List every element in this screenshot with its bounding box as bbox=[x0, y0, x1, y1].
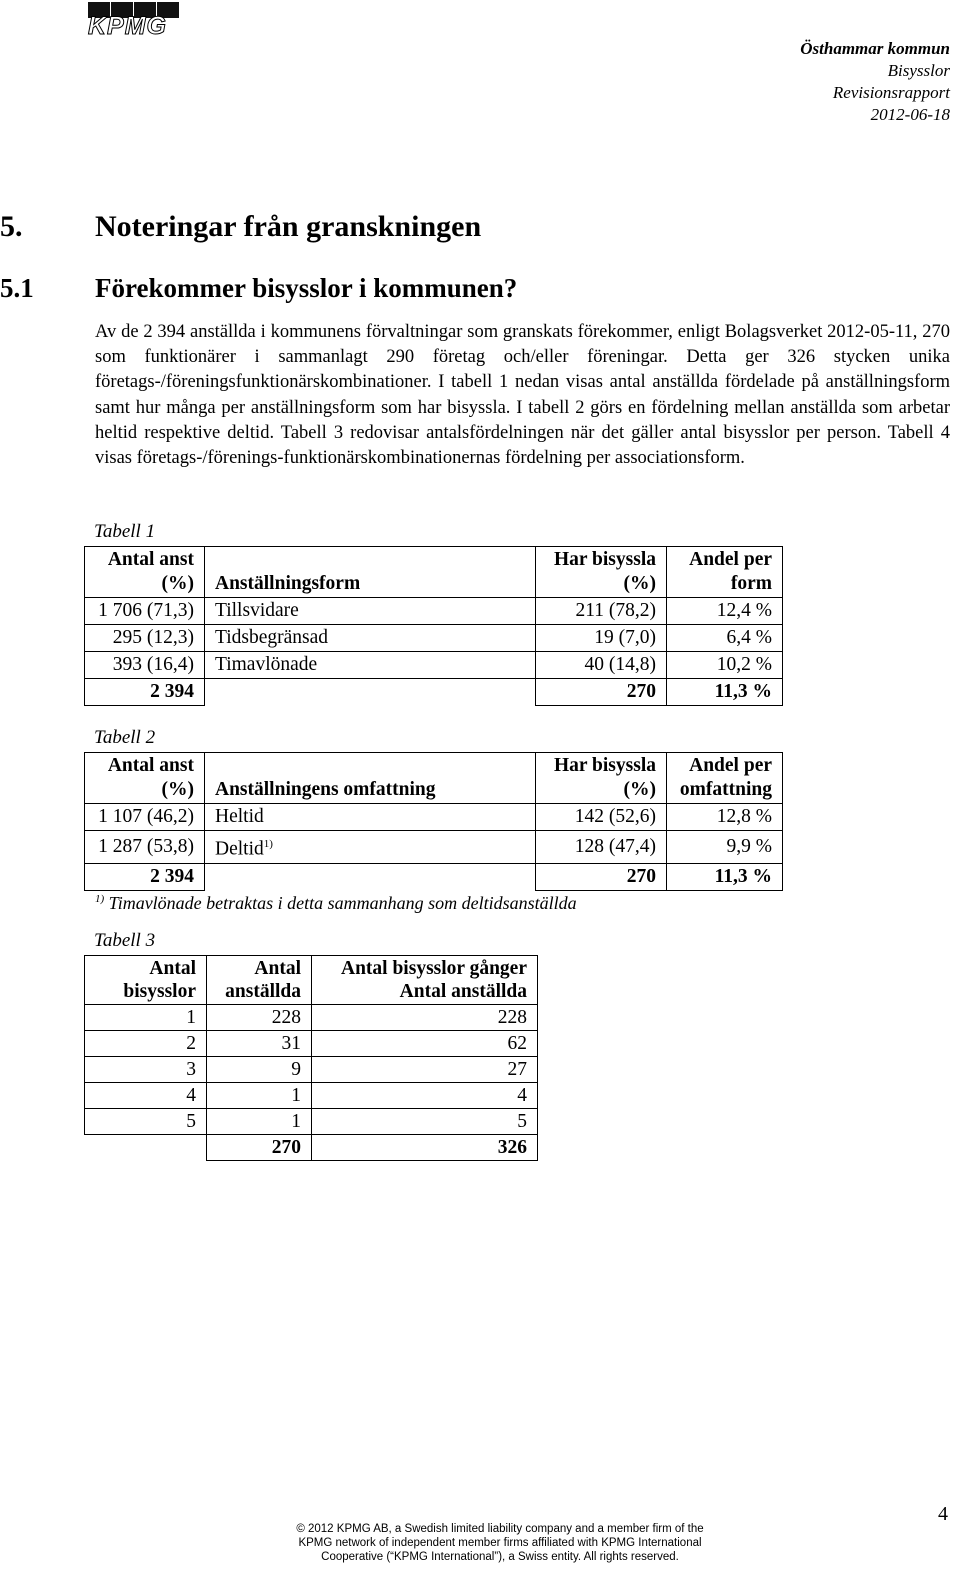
page-number: 4 bbox=[938, 1503, 948, 1525]
total-bisyssla: 270 bbox=[536, 863, 667, 890]
cell-produkt: 4 bbox=[312, 1083, 538, 1109]
header-organization: Östhammar kommun bbox=[800, 39, 950, 58]
empty-cell bbox=[85, 1135, 207, 1161]
cell-anstallda: 1 bbox=[207, 1083, 312, 1109]
header-anstallningsform: Anställningsform bbox=[205, 547, 536, 598]
table-header-row bbox=[85, 753, 783, 804]
table-1-caption: Tabell 1 bbox=[94, 521, 156, 542]
footer-line-1: © 2012 KPMG AB, a Swedish limited liability company and a member firm of the bbox=[296, 1523, 704, 1535]
cell-bisysslor: 3 bbox=[85, 1057, 207, 1083]
cell-antal: 393 (16,4) bbox=[85, 652, 205, 679]
total-antal: 2 394 bbox=[85, 679, 205, 706]
header-antal-anst: Antal anst (%) bbox=[85, 547, 205, 598]
cell-andel: 12,8 % bbox=[667, 804, 783, 831]
cell-anstallda: 9 bbox=[207, 1057, 312, 1083]
table-row bbox=[85, 1031, 538, 1057]
header-har-bisyssla: Har bisyssla (%) bbox=[536, 547, 667, 598]
subsection-title: Förekommer bisysslor i kommunen? bbox=[95, 273, 518, 303]
table-header-row bbox=[85, 956, 538, 1005]
table-row bbox=[85, 1005, 538, 1031]
cell-omfattning: Deltid$^{1)}$ bbox=[205, 831, 536, 864]
table-row bbox=[85, 1109, 538, 1135]
header-doc-type: Revisionsrapport bbox=[832, 83, 950, 102]
footnote-ref: 1) bbox=[263, 838, 273, 850]
cell-bisyssla: 128 (47,4) bbox=[536, 831, 667, 864]
cell-produkt: 62 bbox=[312, 1031, 538, 1057]
footnote-text: Timavlönade betraktas i detta sammanhang som deltidsanställda bbox=[108, 893, 577, 913]
header-omfattning: Anställningens omfattning bbox=[205, 753, 536, 804]
cell-antal: 295 (12,3) bbox=[85, 625, 205, 652]
header-subject: Bisysslor bbox=[887, 61, 950, 80]
total-bisyssla: 270 bbox=[536, 679, 667, 706]
section-title: Noteringar från granskningen bbox=[95, 210, 482, 243]
intro-paragraph: Av de 2 394 anställda i kommunens förvaltningar som granskats förekommer, enligt Bolagsverket 2012-05-11, 270 som funktionärer i sammanlagt 290 företag och/eller föreningar. Detta ger 326 stycken unika företags-/föreningsfunktionärskombinationer. I tabell 1 nedan visas antal anställda fördelade på anställningsform samt hur många per anställningsform som har bisyssla. I tabell 2 görs en fördelning mellan anställda som arbetar heltid respektive deltid. Tabell 3 redovisar antalsfördelningen när det gäller antal bisysslor per person. Tabell 4 visas företags-/förenings-funktionärskombinationernas fördelning per associationsform. bbox=[95, 322, 950, 469]
subsection-number: 5.1 bbox=[0, 273, 34, 303]
header-date: 2012-06-18 bbox=[870, 105, 950, 124]
table-row bbox=[85, 1057, 538, 1083]
cell-omfattning: Heltid bbox=[205, 804, 536, 831]
cell-form: Timavlönade bbox=[205, 652, 536, 679]
total-antal: 2 394 bbox=[85, 863, 205, 890]
table-header-row bbox=[85, 547, 783, 598]
subsection-heading bbox=[0, 273, 517, 304]
table-total-row bbox=[85, 863, 783, 890]
cell-bisyssla: 40 (14,8) bbox=[536, 652, 667, 679]
kpmg-logo bbox=[88, 2, 180, 40]
table-3-caption: Tabell 3 bbox=[94, 930, 156, 951]
cell-bisyssla: 142 (52,6) bbox=[536, 804, 667, 831]
table-row bbox=[85, 804, 783, 831]
header-andel-per-omfattning: Andel per omfattning bbox=[667, 753, 783, 804]
header-har-bisyssla: Har bisyssla (%) bbox=[536, 753, 667, 804]
total-anstallda: 270 bbox=[207, 1135, 312, 1161]
footer-line-2: KPMG network of independent member firms affiliated with KPMG International bbox=[298, 1537, 702, 1549]
cell-produkt: 5 bbox=[312, 1109, 538, 1135]
total-produkt: 326 bbox=[312, 1135, 538, 1161]
cell-anstallda: 228 bbox=[207, 1005, 312, 1031]
table-row bbox=[85, 831, 783, 864]
empty-cell bbox=[205, 863, 536, 890]
cell-andel: 12,4 % bbox=[667, 598, 783, 625]
header-antal-bisysslor: Antal bisysslor bbox=[85, 956, 207, 1005]
cell-antal: 1 287 (53,8) bbox=[85, 831, 205, 864]
total-andel: 11,3 % bbox=[667, 679, 783, 706]
cell-bisysslor: 4 bbox=[85, 1083, 207, 1109]
table-total-row bbox=[85, 679, 783, 706]
copyright-footer bbox=[250, 1522, 750, 1564]
footer-line-3: Cooperative (“KPMG International”), a Swiss entity. All rights reserved. bbox=[321, 1551, 679, 1563]
table-1-block bbox=[84, 521, 783, 706]
total-andel: 11,3 % bbox=[667, 863, 783, 890]
table-3-block bbox=[84, 930, 538, 1161]
table-2-block bbox=[84, 727, 783, 891]
cell-bisysslor: 5 bbox=[85, 1109, 207, 1135]
header-antal-anstallda: Antal anställda bbox=[207, 956, 312, 1005]
table-2-footnote bbox=[95, 893, 577, 914]
section-number: 5. bbox=[0, 210, 23, 243]
cell-form: Tillsvidare bbox=[205, 598, 536, 625]
table-row bbox=[85, 652, 783, 679]
table-row bbox=[85, 625, 783, 652]
logo-text: KPMG bbox=[88, 12, 167, 40]
cell-anstallda: 1 bbox=[207, 1109, 312, 1135]
cell-andel: 10,2 % bbox=[667, 652, 783, 679]
section-heading bbox=[0, 210, 481, 244]
empty-cell bbox=[205, 679, 536, 706]
table-row bbox=[85, 1083, 538, 1109]
header-andel-per-form: Andel per form bbox=[667, 547, 783, 598]
cell-andel: 9,9 % bbox=[667, 831, 783, 864]
cell-bisyssla: 211 (78,2) bbox=[536, 598, 667, 625]
table-2 bbox=[84, 752, 783, 891]
table-row bbox=[85, 598, 783, 625]
cell-bisysslor: 1 bbox=[85, 1005, 207, 1031]
cell-antal: 1 107 (46,2) bbox=[85, 804, 205, 831]
cell-bisyssla: 19 (7,0) bbox=[536, 625, 667, 652]
table-total-row bbox=[85, 1135, 538, 1161]
table-3 bbox=[84, 955, 538, 1161]
cell-antal: 1 706 (71,3) bbox=[85, 598, 205, 625]
document-header bbox=[800, 38, 950, 126]
table-2-caption: Tabell 2 bbox=[94, 727, 156, 748]
cell-produkt: 27 bbox=[312, 1057, 538, 1083]
header-produkt: Antal bisysslor gånger Antal anställda bbox=[312, 956, 538, 1005]
cell-form: Tidsbegränsad bbox=[205, 625, 536, 652]
cell-bisysslor: 2 bbox=[85, 1031, 207, 1057]
footnote-mark: 1) bbox=[95, 893, 105, 905]
header-antal-anst: Antal anst (%) bbox=[85, 753, 205, 804]
cell-produkt: 228 bbox=[312, 1005, 538, 1031]
table-1 bbox=[84, 546, 783, 706]
cell-andel: 6,4 % bbox=[667, 625, 783, 652]
cell-anstallda: 31 bbox=[207, 1031, 312, 1057]
